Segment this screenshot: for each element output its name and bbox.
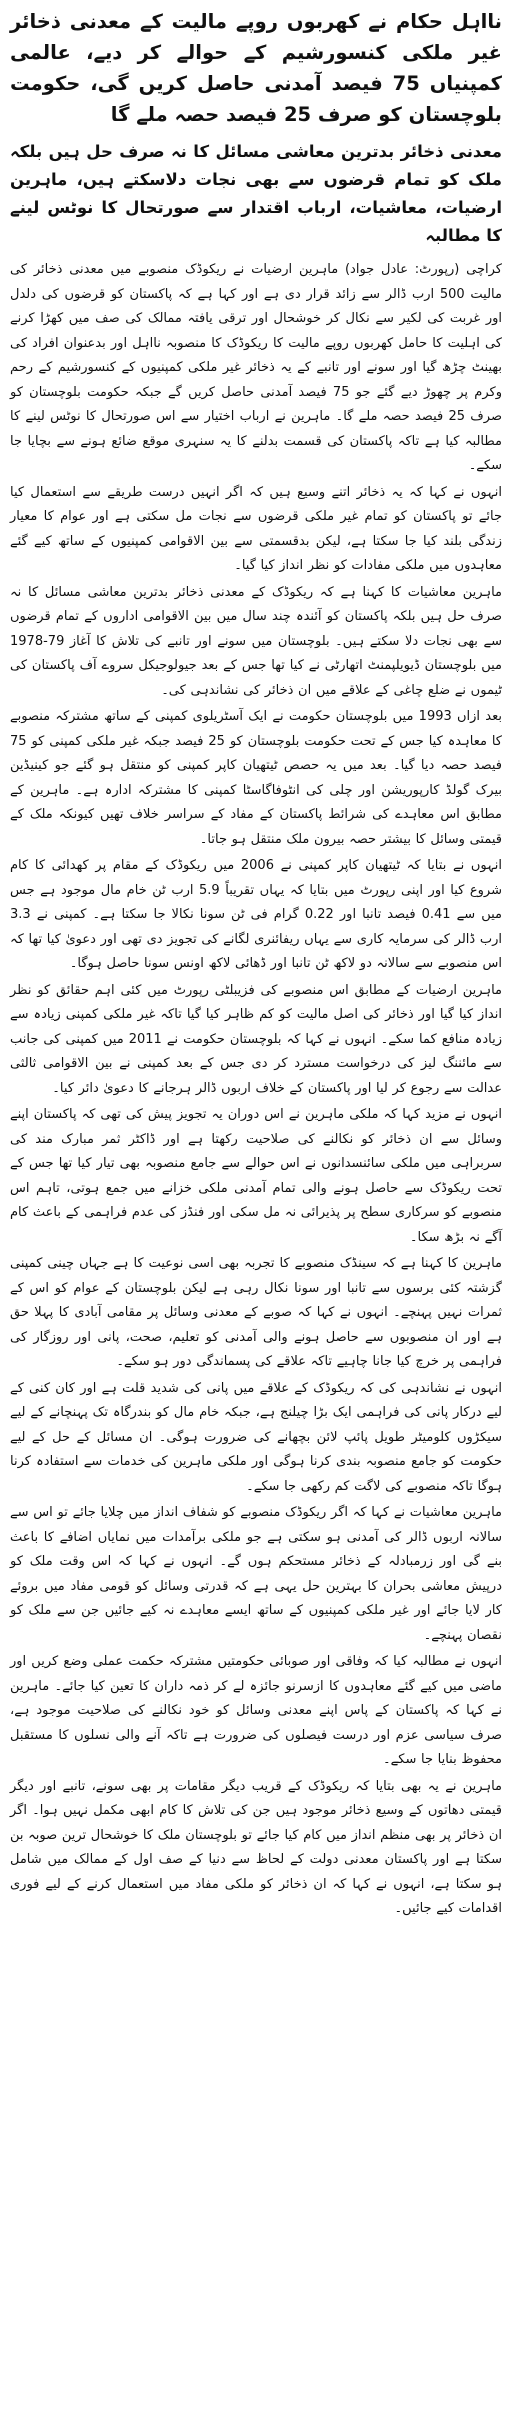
article-paragraph: انہوں نے مزید کہا کہ ملکی ماہرین نے اس دوران یہ تجویز پیش کی تھی کہ پاکستان اپنے وسائل سے ان ذخائر کو نکالنے کی صلاحیت رکھتا ہے اور ڈاکٹر ثمر مبارک مند کی سربراہی میں ملکی سائنسدانوں نے اس حوالے سے جامع منصوبہ بھی تیار کیا تھا جس کے تحت ریکوڈک سے حاصل ہونے والی تمام آمدنی ملکی خزانے میں جمع ہوتی، تاہم اس منصوبے کو سرکاری سطح پر پذیرائی نہ مل سکی اور فنڈز کی عدم فراہمی کے باعث کام آگے نہ بڑھ سکا۔ [10, 1107, 502, 1245]
article-subheadline: معدنی ذخائر بدترین معاشی مسائل کا نہ صرف حل ہیں بلکہ ملک کو تمام قرضوں سے بھی نجات دلاسکتے ہیں، ماہرین ارضیات، معاشیات، ارباب اقتدار سے صورتحال کا نوٹس لینے کا مطالبہ [10, 142, 502, 245]
article-paragraph: ماہرین کا کہنا ہے کہ سینڈک منصوبے کا تجربہ بھی اسی نوعیت کا ہے جہاں چینی کمپنی گزشتہ کئی برسوں سے تانبا اور سونا نکال رہی ہے لیکن بلوچستان کے عوام کو اس کے ثمرات نہیں پہنچے۔ انہوں نے کہا کہ صوبے کے معدنی وسائل پر مقامی آبادی کا پہلا حق ہے اور ان منصوبوں سے حاصل ہونے والی آمدنی کو تعلیم، صحت، پانی اور روزگار کی فراہمی پر خرچ کیا جانا چاہیے تاکہ علاقے کی پسماندگی دور ہو سکے۔ [10, 1256, 502, 1369]
article-headline: نااہل حکام نے کھربوں روپے مالیت کے معدنی ذخائر غیر ملکی کنسورشیم کے حوالے کر دیے، عالمی کمپنیاں 75 فیصد آمدنی حاصل کریں گی، حکومت بلوچستان کو صرف 25 فیصد حصہ ملے گا [10, 10, 502, 126]
article-paragraph: انہوں نے مطالبہ کیا کہ وفاقی اور صوبائی حکومتیں مشترکہ حکمت عملی وضع کریں اور ماضی میں کیے گئے معاہدوں کا ازسرنو جائزہ لے کر ذمہ داران کا تعین کیا جائے۔ ماہرین نے کہا کہ پاکستان کے پاس اپنے معدنی وسائل کو خود نکالنے کی صلاحیت موجود ہے، صرف سیاسی عزم اور درست فیصلوں کی ضرورت ہے تاکہ آنے والی نسلوں کا مستقبل محفوظ بنایا جا سکے۔ [10, 1654, 502, 1767]
article-paragraph: ماہرین معاشیات نے کہا کہ اگر ریکوڈک منصوبے کو شفاف انداز میں چلایا جائے تو اس سے سالانہ اربوں ڈالر کی آمدنی ہو سکتی ہے جو ملکی برآمدات میں نمایاں اضافے کا باعث بنے گی اور زرمبادلہ کے ذخائر مستحکم ہوں گے۔ انہوں نے کہا کہ اس وقت ملک کو درپیش معاشی بحران کا بہترین حل یہی ہے کہ قدرتی وسائل کو قومی مفاد میں بروئے کار لایا جائے اور غیر ملکی کمپنیوں کے ساتھ ایسے معاہدے نہ کیے جائیں جن سے ملک کو نقصان پہنچے۔ [10, 1505, 502, 1643]
article-paragraph: ماہرین نے یہ بھی بتایا کہ ریکوڈک کے قریب دیگر مقامات پر بھی سونے، تانبے اور دیگر قیمتی دھاتوں کے وسیع ذخائر موجود ہیں جن کی تلاش کا کام ابھی مکمل نہیں ہوا۔ اگر ان ذخائر پر بھی منظم انداز میں کام کیا جائے تو بلوچستان ملک کا خوشحال ترین صوبہ بن سکتا ہے اور پاکستان معدنی دولت کے لحاظ سے دنیا کے صف اول کے ممالک میں شامل ہو سکتا ہے، انہوں نے کہا کہ ان ذخائر کو ملکی مفاد میں استعمال کرنے کے لیے فوری اقدامات کیے جائیں۔ [10, 1778, 502, 1916]
article-paragraph: ماہرین معاشیات کا کہنا ہے کہ ریکوڈک کے معدنی ذخائر بدترین معاشی مسائل کا نہ صرف حل ہیں بلکہ پاکستان کو آئندہ چند سال میں بین الاقوامی اداروں کے تمام قرضوں سے بھی نجات دلا سکتے ہیں۔ بلوچستان میں سونے اور تانبے کی تلاش کا آغاز 79-1978 میں بلوچستان ڈیویلپمنٹ اتھارٹی نے کیا تھا جس کے بعد جیولوجیکل سروے آف پاکستان کی ٹیموں نے ضلع چاغی کے علاقے میں ان ذخائر کی نشاندہی کی۔ [10, 584, 502, 698]
article-paragraph: بعد ازاں 1993 میں بلوچستان حکومت نے ایک آسٹریلوی کمپنی کے ساتھ مشترکہ منصوبے کا معاہدہ کیا جس کے تحت حکومت بلوچستان کو 25 فیصد جبکہ غیر ملکی کمپنی کو 75 فیصد حصہ دیا گیا۔ بعد میں یہ حصص ٹیتھیان کاپر کمپنی کو منتقل ہو گئے جو کینیڈین بیرک گولڈ کارپوریشن اور چلی کی انٹوفاگاسٹا کمپنی کا مشترکہ ادارہ ہے۔ ماہرین کے مطابق اس معاہدے کی شرائط پاکستان کے مفاد کے سراسر خلاف تھیں کیونکہ ملک کے قیمتی وسائل کا بیشتر حصہ بیرون ملک منتقل ہو جاتا۔ [10, 709, 503, 847]
article-paragraph: انہوں نے کہا کہ یہ ذخائر اتنے وسیع ہیں کہ اگر انہیں درست طریقے سے استعمال کیا جائے تو پاکستان کو تمام غیر ملکی قرضوں سے نجات مل سکتی ہے اور عوام کا معیار زندگی بلند کیا جا سکتا ہے، لیکن بدقسمتی سے بین الاقوامی کمپنیوں کے ساتھ کیے گئے معاہدوں میں ملکی مفادات کو نظر انداز کیا گیا۔ [10, 484, 502, 573]
article-paragraph: انہوں نے نشاندہی کی کہ ریکوڈک کے علاقے میں پانی کی شدید قلت ہے اور کان کنی کے لیے درکار پانی کی فراہمی ایک بڑا چیلنج ہے، جبکہ خام مال کو بندرگاہ تک پہنچانے کے لیے سیکڑوں کلومیٹر طویل پائپ لائن بچھانے کی ضرورت ہوگی۔ ان مسائل کے حل کے لیے حکومت کو جامع منصوبہ بندی کرنا ہوگی اور ملکی ماہرین کی خدمات سے استفادہ کرنا ہوگا تاکہ منصوبے کی لاگت کم رکھی جا سکے۔ [10, 1380, 502, 1494]
article-paragraph: کراچی (رپورٹ: عادل جواد) ماہرین ارضیات نے ریکوڈک منصوبے میں معدنی ذخائر کی مالیت 500 ارب ڈالر سے زائد قرار دی ہے اور کہا ہے کہ پاکستان کو قرضوں کی دلدل اور غربت کی لکیر سے نکال کر خوشحال اور ترقی یافتہ ممالک کی صف میں کھڑا کرنے کی اہلیت کا حامل کھربوں روپے مالیت کا ریکوڈک کا منصوبہ نااہل اور بدعنوان افراد کی بھینٹ چڑھ گیا اور سونے اور تانبے کے یہ ذخائر غیر ملکی کمپنیوں کے کنسورشیم کے رحم وکرم پر چھوڑ دیے گئے جو 75 فیصد آمدنی حاصل کریں گے جبکہ حکومت بلوچستان کو صرف 25 فیصد حصہ ملے گا۔ ماہرین نے ارباب اختیار سے اس صورتحال کا نوٹس لینے کا مطالبہ کیا ہے تاکہ پاکستان کی قسمت بدلنے کا یہ سنہری موقع ضائع ہونے سے بچایا جا سکے۔ [10, 262, 502, 473]
article-body [10, 258, 502, 1922]
article-paragraph: ماہرین ارضیات کے مطابق اس منصوبے کی فزیبلٹی رپورٹ میں کئی اہم حقائق کو نظر انداز کیا گیا اور ذخائر کی اصل مالیت کو کم ظاہر کیا گیا تاکہ غیر ملکی کمپنی زیادہ سے زیادہ منافع کما سکے۔ انہوں نے کہا کہ بلوچستان حکومت نے 2011 میں کمپنی کی جانب سے مائننگ لیز کی درخواست مسترد کر دی جس کے بعد کمپنی نے بین الاقوامی ثالثی عدالت سے رجوع کر لیا اور پاکستان کے خلاف اربوں ڈالر ہرجانے کا دعویٰ دائر کیا۔ [10, 982, 502, 1096]
article-paragraph: انہوں نے بتایا کہ ٹیتھیان کاپر کمپنی نے 2006 میں ریکوڈک کے مقام پر کھدائی کا کام شروع کیا اور اپنی رپورٹ میں بتایا کہ یہاں تقریباً 5.9 ارب ٹن خام مال موجود ہے جس میں سے 0.41 فیصد تانبا اور 0.22 گرام فی ٹن سونا نکالا جا سکتا ہے۔ کمپنی نے 3.3 ارب ڈالر کی سرمایہ کاری سے یہاں ریفائنری لگانے کی تجویز دی تھی اور دعویٰ کیا تھا کہ اس منصوبے سے سالانہ دو لاکھ ٹن تانبا اور ڈھائی لاکھ اونس سونا حاصل ہوگا۔ [10, 858, 503, 971]
